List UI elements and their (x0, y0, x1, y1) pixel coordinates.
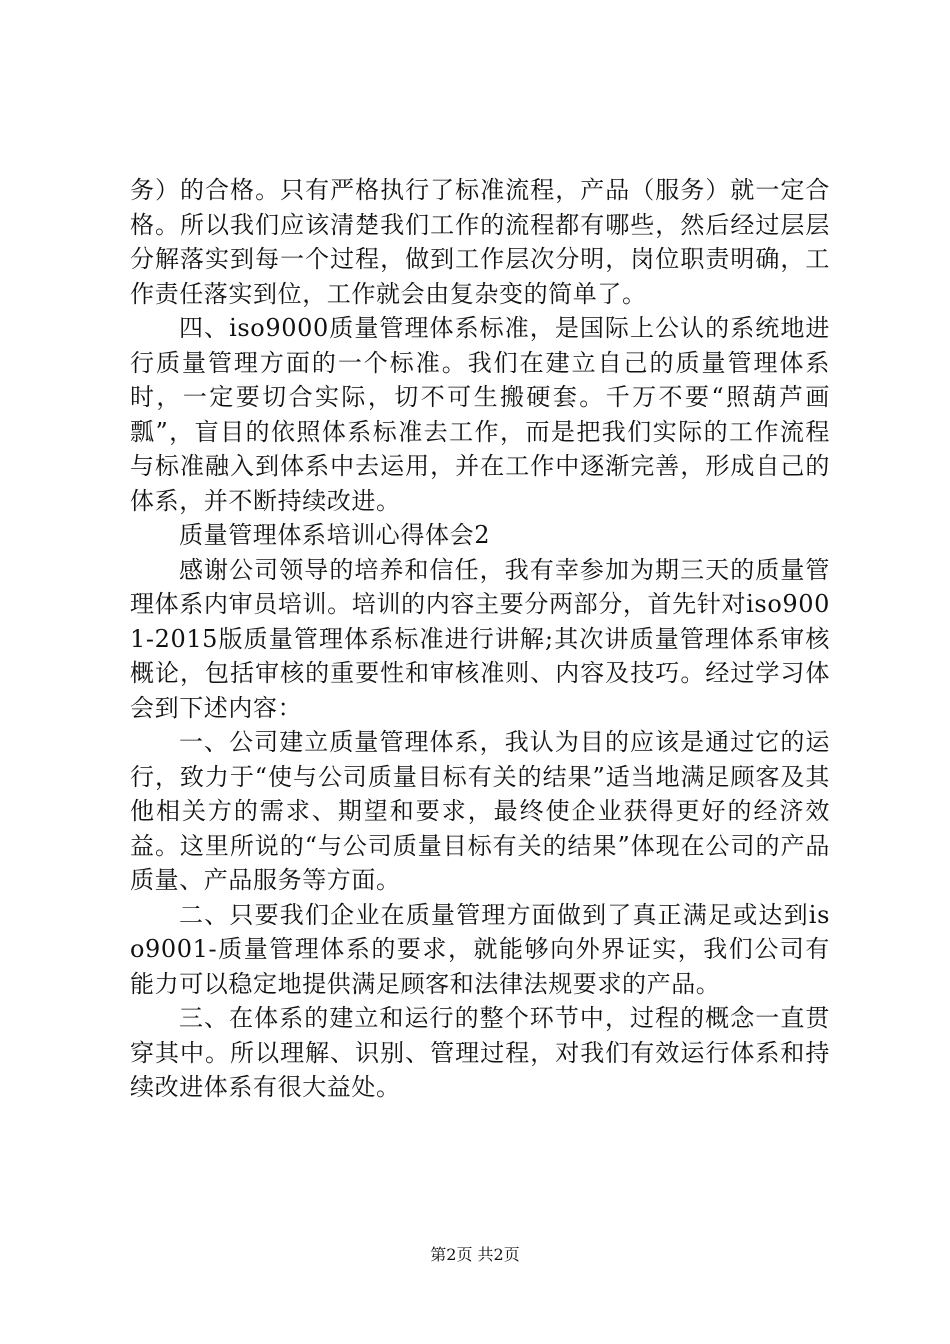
paragraph-continuation: 务）的合格。只有严格执行了标准流程，产品（服务）就一定合格。所以我们应该清楚我们工作的流程都有哪些，然后经过层层分解落实到每一个过程，做到工作层次分明，岗位职责明确，工作责任落实到位，工作就会由复杂变的简单了。 (130, 176, 830, 308)
paragraph-point-four: 四、iso9000质量管理体系标准，是国际上公认的系统地进行质量管理方面的一个标准。我们在建立自己的质量管理体系时，一定要切合实际，切不可生搬硬套。千万不要“照葫芦画瓢”，盲目的依照体系标准去工作，而是把我们实际的工作流程与标准融入到体系中去运用，并在工作中逐渐完善，形成自己的体系，并不断持续改进。 (130, 314, 830, 515)
paragraph-point-two: 二、只要我们企业在质量管理方面做到了真正满足或达到iso9001-质量管理体系的要求，就能够向外界证实，我们公司有能力可以稳定地提供满足顾客和法律法规要求的产品。 (130, 900, 830, 998)
paragraph-point-three: 三、在体系的建立和运行的整个环节中，过程的概念一直贯穿其中。所以理解、识别、管理过程，对我们有效运行体系和持续改进体系有很大益处。 (130, 1004, 830, 1101)
document-body (130, 173, 830, 1105)
paragraph-point-one: 一、公司建立质量管理体系，我认为目的应该是通过它的运行，致力于“使与公司质量目标有关的结果”适当地满足顾客及其他相关方的需求、期望和要求，最终使企业获得更好的经济效益。这里所说的“与公司质量目标有关的结果”体现在公司的产品质量、产品服务等方面。 (130, 728, 830, 894)
paragraph-intro: 感谢公司领导的培养和信任，我有幸参加为期三天的质量管理体系内审员培训。培训的内容主要分两部分，首先针对iso9001-2015版质量管理体系标准进行讲解;其次讲质量管理体系审核概论，包括审核的重要性和审核准则、内容及技巧。经过学习体会到下述内容： (130, 555, 830, 722)
page-footer: 第2页 共2页 (430, 1245, 520, 1264)
section-heading: 质量管理体系培训心得体会2 (179, 521, 491, 549)
